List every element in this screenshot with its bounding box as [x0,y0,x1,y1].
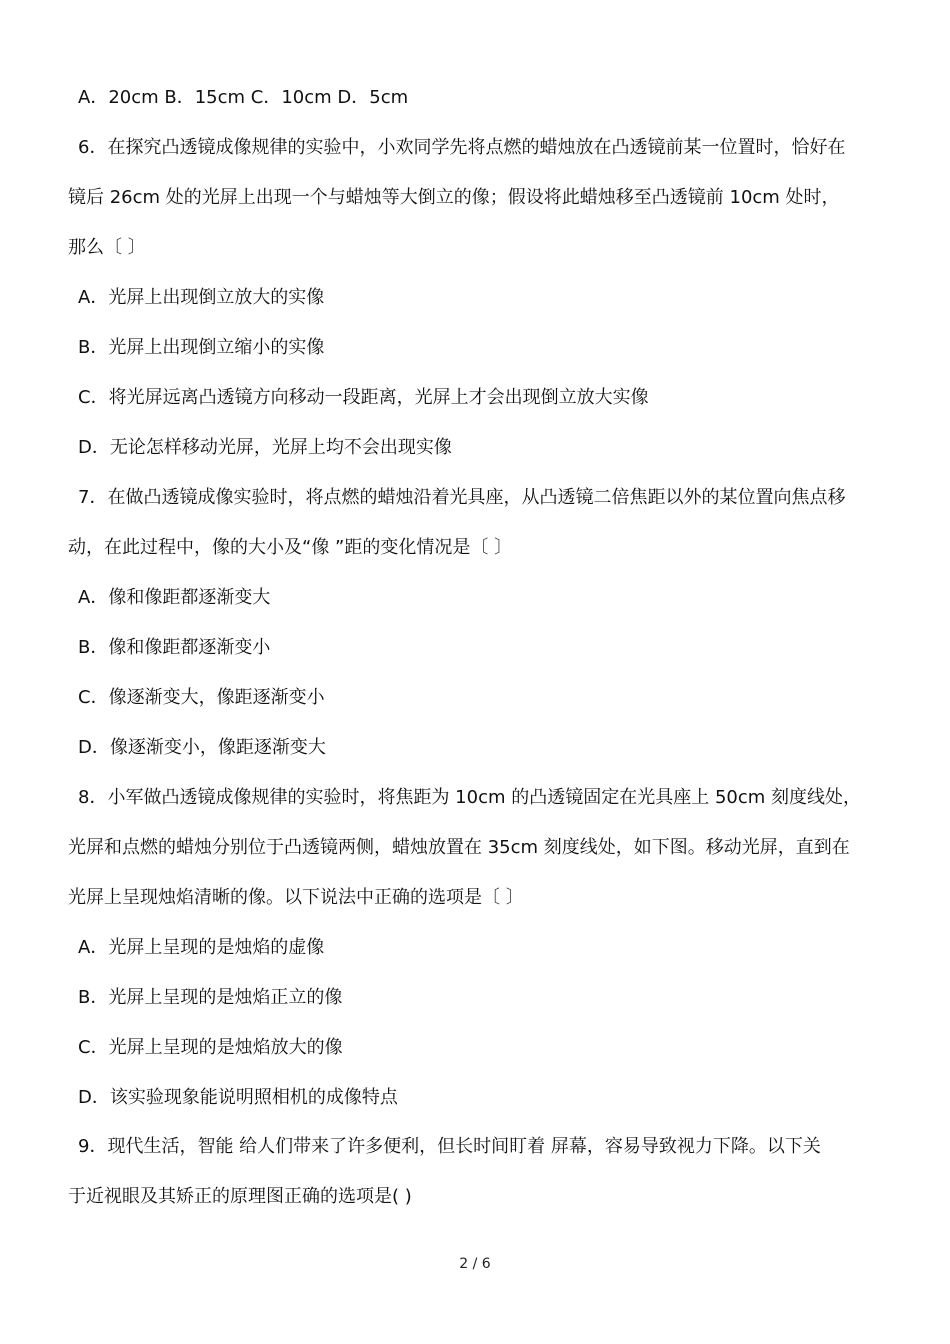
q8-option-a: A．光屏上呈现的是烛焰的虚像 [78,937,325,958]
q5-options: A．20cm B．15cm C．10cm D．5cm [78,87,409,108]
q9-stem-line-2: 于近视眼及其矫正的原理图正确的选项是( ) [68,1186,412,1207]
q7-stem-line-1: 7．在做凸透镜成像实验时，将点燃的蜡烛沿着光具座，从凸透镜二倍焦距以外的某位置向焦点移 [78,487,846,508]
q7-option-c: C．像逐渐变大，像距逐渐变小 [78,687,325,708]
q6-stem-line-3: 那么〔 〕 [68,237,146,258]
q8-stem-line-3: 光屏上呈现烛焰清晰的像。以下说法中正确的选项是〔 〕 [68,887,524,908]
q8-stem-line-1: 8．小军做凸透镜成像规律的实验时，将焦距为 10cm 的凸透镜固定在光具座上 50cm 刻度线处， [78,787,862,808]
q8-stem-line-2: 光屏和点燃的蜡烛分别位于凸透镜两侧，蜡烛放置在 35cm 刻度线处，如下图。移动光屏，直到在 [68,837,850,858]
q7-stem-line-2: 动，在此过程中，像的大小及“像 ”距的变化情况是〔 〕 [68,537,513,558]
q8-option-b: B．光屏上呈现的是烛焰正立的像 [78,987,343,1008]
q6-option-a: A．光屏上出现倒立放大的实像 [78,287,325,308]
q6-option-d: D．无论怎样移动光屏，光屏上均不会出现实像 [78,437,452,458]
q6-option-c: C．将光屏远离凸透镜方向移动一段距离，光屏上才会出现倒立放大实像 [78,387,649,408]
q6-stem-line-1: 6．在探究凸透镜成像规律的实验中，小欢同学先将点燃的蜡烛放在凸透镜前某一位置时，恰好在 [78,137,846,158]
q7-option-d: D．像逐渐变小，像距逐渐变大 [78,737,326,758]
page-number: 2 / 6 [459,1256,491,1272]
q8-option-d: D．该实验现象能说明照相机的成像特点 [78,1087,398,1108]
q6-option-b: B．光屏上出现倒立缩小的实像 [78,337,325,358]
q7-option-b: B．像和像距都逐渐变小 [78,637,271,658]
q9-stem-line-1: 9．现代生活，智能 给人们带来了许多便利，但长时间盯着 屏幕，容易导致视力下降。以下关 [78,1136,821,1157]
q8-option-c: C．光屏上呈现的是烛焰放大的像 [78,1037,343,1058]
q7-option-a: A．像和像距都逐渐变大 [78,587,271,608]
q6-stem-line-2: 镜后 26cm 处的光屏上出现一个与蜡烛等大倒立的像；假设将此蜡烛移至凸透镜前 10cm 处时， [68,187,840,208]
